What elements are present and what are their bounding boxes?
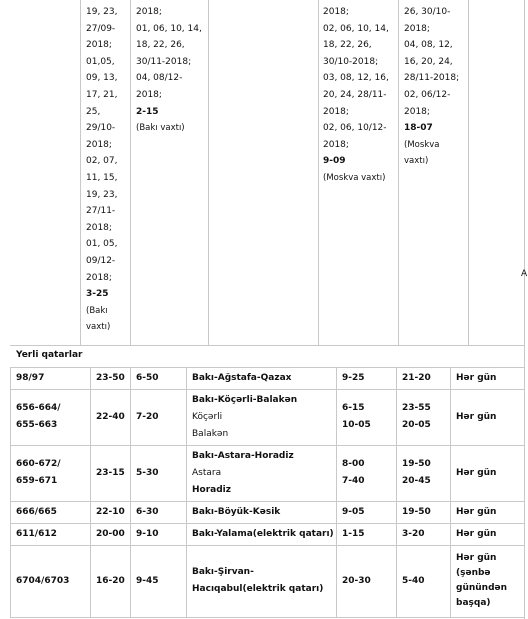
departure-time-cell-line: 22-10 [96,506,125,517]
section-title: Yerli qatarlar [16,350,83,360]
return-arrival-cell [402,367,448,389]
grid-line [10,617,525,618]
date-line: 01, 05, [86,239,118,250]
route-cell [192,545,334,617]
date-line: 30/11-2018; [136,56,192,67]
departure-time-cell-line: 20-00 [96,528,125,539]
date-line: 18, 22, 26, [323,40,372,51]
date-line: 01,05, [86,56,115,67]
train-number-cell [16,445,88,501]
grid-line [186,367,187,618]
date-line: 18, 22, 26, [136,40,185,51]
grid-line [10,345,525,346]
train-number-cell-line: 659-671 [16,476,58,486]
time-col-a: 3-25 [86,289,109,300]
arrival-time-cell [136,501,184,523]
route-cell-line: Balakən [192,428,229,439]
date-line: 26, 30/10- [404,7,451,17]
date-line: 19, 23, [86,7,118,17]
schedule-dates-col-c [323,4,389,187]
date-line: 27/11- [86,206,116,217]
operating-days-cell [456,545,523,617]
return-arrival-cell [402,545,448,617]
departure-time-cell-line: 23-50 [96,372,125,383]
return-departure-cell [342,389,394,445]
departure-time-cell-line: 22-40 [96,411,125,422]
date-line: 2018; [86,139,112,150]
return-arrival-cell-line: 19-50 [402,459,431,469]
date-line: 2018; [404,106,430,117]
route-cell-line: Horadiz [192,484,231,495]
arrival-time-cell-line: 7-20 [136,411,159,422]
train-number-cell [16,389,88,445]
route-cell-line: Bakı-Böyük-Kəsik [192,506,281,517]
grid-line [336,367,337,618]
date-line: 30/10-2018; [323,56,379,67]
arrival-time-cell-line: 6-50 [136,372,159,383]
grid-line [524,0,525,619]
return-arrival-cell-line: 20-05 [402,420,431,430]
time-zone-note: (Moskva [404,139,440,150]
return-arrival-cell-line: 21-20 [402,372,431,383]
operating-days-cell [456,501,523,523]
date-line: 2018; [323,139,349,150]
train-number-cell [16,523,88,545]
grid-line [398,0,399,345]
departure-time-cell [96,501,128,523]
return-departure-cell [342,367,394,389]
date-line: 02, 06, 10, 14, [323,23,389,34]
grid-line [90,367,91,618]
route-cell [192,445,334,501]
return-departure-cell [342,445,394,501]
return-arrival-cell [402,445,448,501]
date-line: 2018; [323,7,349,17]
date-line: 17, 21, [86,89,118,100]
departure-time-cell [96,445,128,501]
train-number-cell-line: 656-664/ [16,403,61,413]
train-number-cell-line: 98/97 [16,372,45,383]
arrival-time-cell [136,523,184,545]
return-arrival-cell-line: 3-20 [402,528,425,539]
arrival-time-cell [136,367,184,389]
route-cell-line: Bakı-Ağstafa-Qazax [192,372,292,383]
return-departure-cell-line: 7-40 [342,476,365,486]
schedule-dates-col-b [136,4,202,137]
departure-time-cell-line: 23-15 [96,467,125,478]
operating-days-cell-line: (şənbə [456,568,491,578]
train-number-cell-line: 655-663 [16,420,58,430]
operating-days-cell-line: Hər gün [456,467,497,478]
grid-line [208,0,209,345]
date-line: 20, 24, 28/11- [323,89,387,100]
return-departure-cell [342,545,394,617]
date-line: 25, [86,106,101,117]
date-line: 03, 08, 12, 16, [323,73,389,84]
arrival-time-cell-line: 9-45 [136,575,159,586]
date-line: 02, 07, [86,156,118,167]
return-departure-cell-line: 9-05 [342,506,365,517]
return-departure-cell-line: 6-15 [342,403,365,413]
edge-letter: A [521,269,528,279]
operating-days-cell-line: Hər gün [456,372,497,383]
train-number-cell-line: 660-672/ [16,459,61,469]
train-number-cell-line: 666/665 [16,506,57,517]
date-line: 28/11-2018; [404,73,460,84]
route-cell-line: Köçərli [192,411,223,422]
train-number-cell-line: 611/612 [16,528,57,539]
operating-days-cell [456,367,523,389]
arrival-time-cell-line: 9-10 [136,528,159,539]
arrival-time-cell [136,445,184,501]
date-line: 04, 08, 12, [404,40,453,51]
operating-days-cell-line: Hər gün [456,506,497,517]
schedule-dates-col-d [404,4,459,170]
train-number-cell [16,501,88,523]
route-cell [192,501,334,523]
date-line: 09, 13, [86,73,118,84]
time-col-d: 18-07 [404,123,433,134]
grid-line [130,367,131,618]
operating-days-cell-line: Hər gün [456,553,497,563]
time-zone-note: vaxtı) [404,156,429,167]
date-line: 2018; [86,222,112,233]
time-zone-note: (Bakı vaxtı) [136,123,185,134]
date-line: 2018; [323,106,349,117]
schedule-dates-col-a [86,4,118,336]
route-cell [192,389,334,445]
arrival-time-cell-line: 5-30 [136,467,159,478]
time-col-b: 2-15 [136,106,159,117]
route-cell-line: Bakı-Astara-Horadiz [192,450,294,461]
departure-time-cell [96,523,128,545]
return-departure-cell-line: 9-25 [342,372,365,383]
date-line: 2018; [86,40,112,51]
return-departure-cell-line: 8-00 [342,459,365,469]
route-cell [192,523,334,545]
return-departure-cell [342,501,394,523]
date-line: 19, 23, [86,189,118,200]
time-zone-note: (Bakı [86,305,108,316]
date-line: 02, 06, 10/12- [323,123,387,134]
operating-days-cell-line: Hər gün [456,528,497,539]
route-cell-line: Hacıqabul(elektrik qatarı) [192,584,324,594]
route-cell-line: Bakı-Şirvan- [192,567,254,577]
departure-time-cell-line: 16-20 [96,575,125,586]
return-departure-cell-line: 20-30 [342,575,371,586]
date-line: 27/09- [86,23,116,34]
date-line: 04, 08/12- [136,73,183,84]
train-number-cell [16,545,88,617]
departure-time-cell [96,389,128,445]
return-arrival-cell [402,523,448,545]
train-number-cell-line: 6704/6703 [16,575,70,586]
departure-time-cell [96,545,128,617]
grid-line [450,367,451,618]
train-number-cell [16,367,88,389]
date-line: 09/12- [86,255,116,266]
grid-line [10,367,11,618]
date-line: 2018; [136,7,162,17]
return-departure-cell [342,523,394,545]
time-zone-note: vaxtı) [86,322,111,333]
arrival-time-cell-line: 6-30 [136,506,159,517]
route-cell-line: Bakı-Köçərli-Balakən [192,394,298,405]
return-departure-cell-line: 1-15 [342,528,365,539]
grid-line [318,0,319,345]
return-departure-cell-line: 10-05 [342,420,371,430]
date-line: 01, 06, 10, 14, [136,23,202,34]
arrival-time-cell [136,545,184,617]
route-cell [192,367,334,389]
operating-days-cell [456,389,523,445]
operating-days-cell [456,445,523,501]
operating-days-cell-line: günündən [456,583,508,593]
date-line: 29/10- [86,123,116,134]
operating-days-cell-line: başqa) [456,598,491,608]
date-line: 2018; [136,89,162,100]
time-col-c: 9-09 [323,156,346,167]
route-cell-line: Bakı-Yalama(elektrik qatarı) [192,528,334,539]
grid-line [80,0,81,345]
departure-time-cell [96,367,128,389]
return-arrival-cell [402,501,448,523]
time-zone-note: (Moskva vaxtı) [323,172,386,183]
operating-days-cell [456,523,523,545]
return-arrival-cell-line: 19-50 [402,506,431,517]
arrival-time-cell [136,389,184,445]
return-arrival-cell-line: 5-40 [402,575,425,586]
return-arrival-cell [402,389,448,445]
grid-line [130,0,131,345]
return-arrival-cell-line: 23-55 [402,403,431,413]
date-line: 02, 06/12- [404,89,451,100]
date-line: 2018; [86,272,112,283]
date-line: 11, 15, [86,172,118,183]
grid-line [396,367,397,618]
date-line: 2018; [404,23,430,34]
route-cell-line: Astara [192,467,222,478]
operating-days-cell-line: Hər gün [456,411,497,422]
date-line: 16, 20, 24, [404,56,453,67]
grid-line [468,0,469,345]
return-arrival-cell-line: 20-45 [402,476,431,486]
